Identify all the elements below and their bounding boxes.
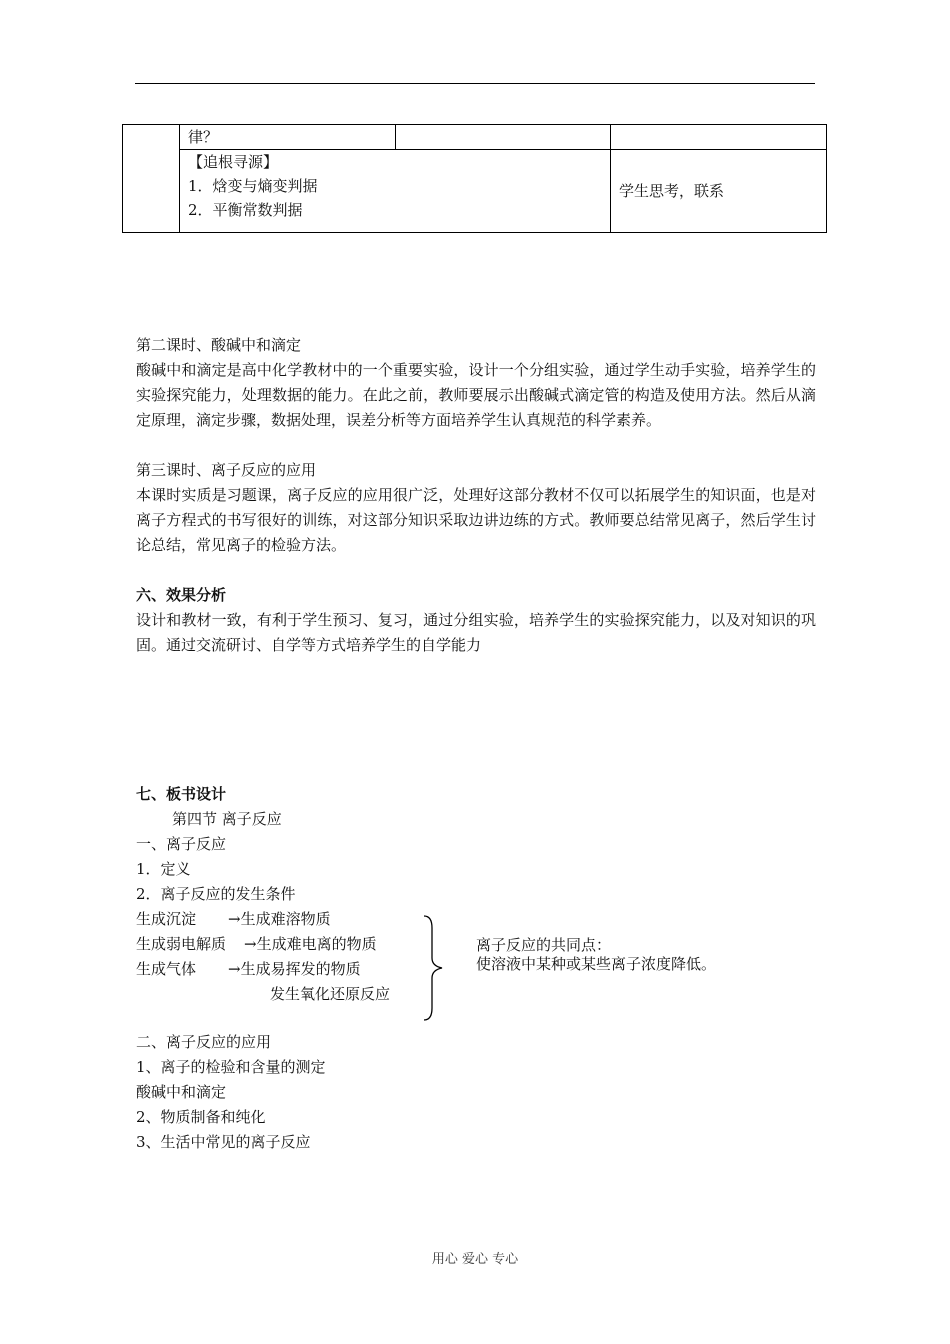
condition-right: 生成难电离的物质 [256, 935, 377, 953]
lesson3-title: 第三课时、离子反应的应用 [136, 461, 317, 479]
section7 [136, 782, 816, 907]
header-rule [135, 83, 815, 84]
note-title: 离子反应的共同点： [476, 936, 612, 954]
condition-row [136, 932, 377, 957]
section7-applications [136, 1030, 816, 1155]
arrow-icon: → [228, 960, 241, 978]
table-row [123, 150, 827, 233]
lesson3-body: 本课时实质是习题课，离子反应的应用很广泛，处理好这部分教材不仅可以拓展学生的知识面，也是对离子方程式的书写很好的训练，对这部分知识采取边讲边练的方式。教师要总结常见离子，然后学生讨论总结，常见离子的检验方法。 [136, 486, 816, 554]
section6-heading: 六、效果分析 [136, 586, 227, 604]
condition-row [136, 957, 361, 982]
application-item: 1、离子的检验和含量的测定 [136, 1058, 326, 1076]
lesson2-body: 酸碱中和滴定是高中化学教材中的一个重要实验，设计一个分组实验，通过学生动手实验，培养学生的实验探究能力，处理数据的能力。在此之前，教师要展示出酸碱式滴定管的构造及使用方法。然后从滴定原理，滴定步骤，数据处理，误差分析等方面培养学生认真规范的科学素养。 [136, 361, 816, 429]
section7-part2: 二、离子反应的应用 [136, 1033, 272, 1051]
cell-item: 2．平衡常数判据 [188, 201, 303, 219]
arrow-icon: → [244, 935, 257, 953]
section6 [136, 583, 816, 658]
application-subitem: 酸碱中和滴定 [136, 1083, 227, 1101]
table-cell-empty [611, 125, 827, 150]
cell-heading: 【追根寻源】 [188, 153, 279, 171]
condition-left: 生成气体 [136, 960, 197, 978]
table-cell-empty [123, 125, 180, 233]
cell-item: 1．焓变与熵变判据 [188, 177, 318, 195]
section7-heading: 七、板书设计 [136, 785, 227, 803]
condition-right: 生成易挥发的物质 [240, 960, 361, 978]
lesson2-title: 第二课时、酸碱中和滴定 [136, 336, 302, 354]
application-item: 2、物质制备和纯化 [136, 1108, 266, 1126]
table-cell-text: 律？ [180, 125, 396, 150]
table-cell-activity: 学生思考，联系 [611, 150, 827, 233]
condition-left: 生成沉淀 [136, 910, 197, 928]
application-item: 3、生活中常见的离子反应 [136, 1133, 311, 1151]
section7-part1: 一、离子反应 [136, 835, 227, 853]
table-row [123, 125, 827, 150]
page-footer: 用心 爱心 专心 [431, 1252, 519, 1267]
section7-item2: 2．离子反应的发生条件 [136, 885, 296, 903]
condition-right: 生成难溶物质 [240, 910, 331, 928]
condition-row [136, 907, 331, 932]
table-cell-empty [396, 125, 611, 150]
lesson-table [122, 124, 827, 233]
section7-subtitle: 第四节 离子反应 [172, 810, 282, 828]
note-body: 使溶液中某种或某些离子浓度降低。 [476, 955, 717, 973]
section7-item1: 1．定义 [136, 860, 191, 878]
section6-body: 设计和教材一致，有利于学生预习、复习，通过分组实验，培养学生的实验探究能力，以及对知识的巩固。通过交流研讨、自学等方式培养学生的自学能力 [136, 611, 816, 654]
right-brace-icon [420, 914, 450, 1022]
lesson3-section [136, 458, 816, 558]
condition-left: 生成弱电解质 [136, 935, 227, 953]
condition-redox: 发生氧化还原反应 [270, 985, 391, 1003]
lesson2-section [136, 333, 816, 433]
table-cell-content [180, 150, 611, 233]
common-point-note [476, 936, 716, 974]
arrow-icon: → [228, 910, 241, 928]
